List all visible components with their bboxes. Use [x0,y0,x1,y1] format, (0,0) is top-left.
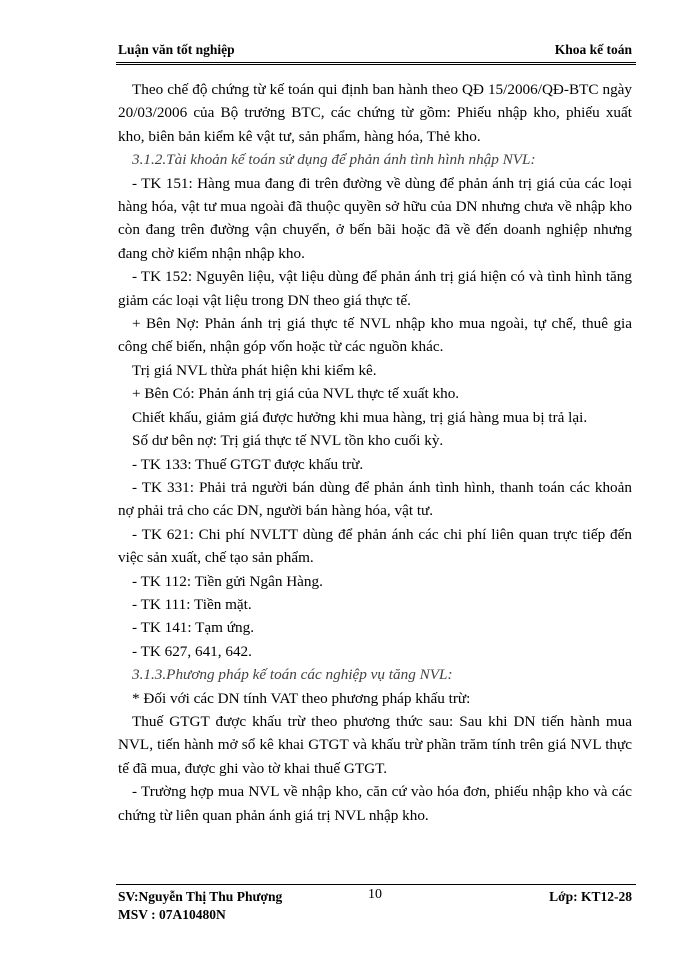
tk111-line: - TK 111: Tiền mặt. [132,595,252,613]
page-number: 10 [368,887,382,902]
tk627-line: - TK 627, 641, 642. [132,642,252,660]
header-title: Luận văn tốt nghiệp [118,42,235,57]
header-department: Khoa kế toán [554,42,632,57]
discount-line: Chiết khấu, giảm giá được hưởng khi mua hàng, trị giá hàng mua bị trả lại. [132,408,588,426]
page-body [118,78,632,827]
class-code: Lớp: KT12-28 [549,889,632,904]
section-heading-3-1-2: 3.1.2.Tài khoản kế toán sử dụng để phản ánh tình hình nhập NVL: [132,151,536,169]
tk331-paragraph: - TK 331: Phải trả người bán dùng để phản ánh tình hình, thanh toán các khoản nợ phải trả cho các DN, người bán hàng hóa, vật tư. [118,478,632,520]
tk112-line: - TK 112: Tiền gửi Ngân Hàng. [132,572,323,590]
tk152-paragraph: - TK 152: Nguyên liệu, vật liệu dùng để phản ánh trị giá hiện có và tình hình tăng giảm các loại vật liệu trong DN theo giá thực tế. [118,268,632,309]
student-name: SV:Nguyễn Thị Thu Phượng [118,889,283,904]
purchase-case-paragraph: - Trường hợp mua NVL về nhập kho, căn cứ vào hóa đơn, phiếu nhập kho và các chứng từ liên quan phản ánh giá trị NVL nhập kho. [118,783,632,824]
tk133-line: - TK 133: Thuế GTGT được khấu trừ. [132,455,364,473]
tk151-paragraph: - TK 151: Hàng mua đang đi trên đường về dùng để phản ánh trị giá của các loại hàng hóa, vật tư mua ngoài đã thuộc quyền sở hữu của DN nhưng chưa về nhập kho còn đang trên đường vận chuyển, ở bến bãi hoặc đã về đến doanh nghiệp nhưng đang chờ kiểm nhận nhập kho. [118,174,632,262]
student-id: MSV : 07A10480N [118,907,226,922]
credit-side-line: + Bên Có: Phản ánh trị giá của NVL thực tế xuất kho. [132,385,460,403]
tk621-paragraph: - TK 621: Chi phí NVLTT dùng để phản ánh các chi phí liên quan trực tiếp đến việc sản xuất, chế tạo sản phẩm. [118,525,632,567]
tk141-line: - TK 141: Tạm ứng. [132,619,254,637]
vat-deduction-line: * Đối với các DN tính VAT theo phương pháp khấu trừ: [132,689,471,707]
surplus-line: Trị giá NVL thừa phát hiện khi kiểm kê. [132,361,377,379]
page-header [116,40,636,65]
section-heading-3-1-3: 3.1.3.Phương pháp kế toán các nghiệp vụ tăng NVL: [132,666,453,684]
vat-method-paragraph: Thuế GTGT được khấu trừ theo phương thức sau: Sau khi DN tiến hành mua NVL, tiến hành mở sổ kê khai GTGT và khấu trừ phần trăm tính trên giá NVL thực tế đã mua, được ghi vào tờ khai thuế GTGT. [118,712,632,777]
page-footer [116,884,636,922]
debit-balance-line: Số dư bên nợ: Trị giá thực tế NVL tồn kho cuối kỳ. [132,432,444,450]
debit-side-paragraph: + Bên Nợ: Phản ánh trị giá thực tế NVL nhập kho mua ngoài, tự chế, thuê gia công chế biến, nhận góp vốn hoặc từ các nguồn khác. [118,315,632,356]
intro-paragraph: Theo chế độ chứng từ kế toán qui định ban hành theo QĐ 15/2006/QĐ-BTC ngày 20/03/2006 của Bộ trưởng BTC, các chứng từ gồm: Phiếu nhập kho, phiếu xuất kho, biên bản kiểm kê vật tư, sản phẩm, hàng hóa, Thẻ kho. [118,81,632,145]
